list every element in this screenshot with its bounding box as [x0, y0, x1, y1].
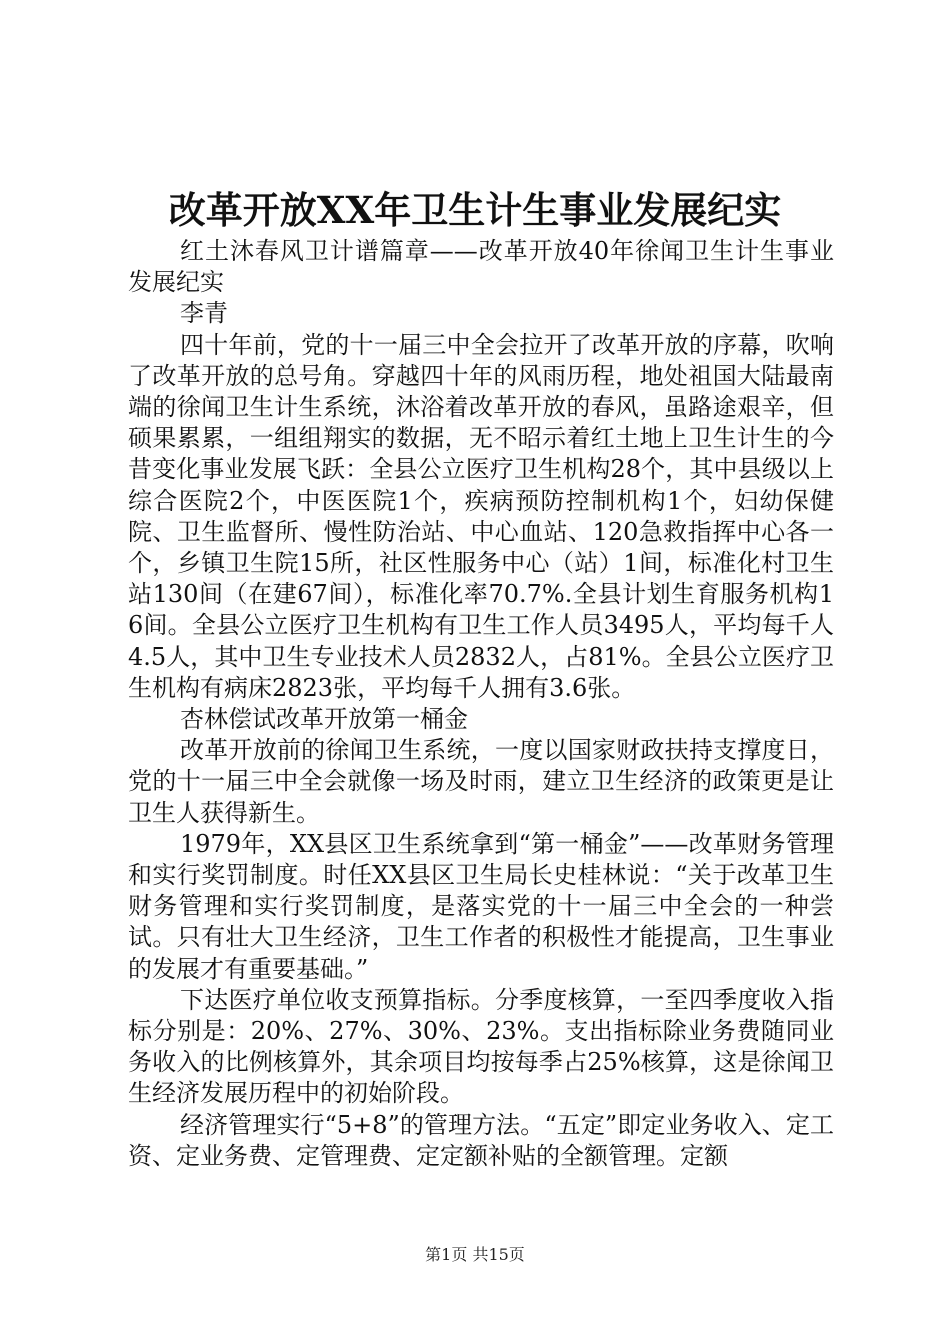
body-paragraph: 下达医疗单位收支预算指标。分季度核算，一至四季度收入指标分别是：20%、27%、30%、23%。支出指标除业务费随同业务收入的比例核算外，其余项目均按每季占25%核算，这是徐闻卫生经济发展历程中的初始阶段。: [128, 985, 834, 1108]
body-paragraph: 1979年，XX县区卫生系统拿到“第一桶金”——改革财务管理和实行奖罚制度。时任XX县区卫生局长史桂林说：“关于改革卫生财务管理和实行奖罚制度，是落实党的十一届三中全会的一种尝试。只有壮大卫生经济，卫生工作者的积极性才能提高，卫生事业的发展才有重要基础。”: [128, 829, 834, 983]
document-body: [128, 236, 834, 1172]
document-title: 改革开放XX年卫生计生事业发展纪实: [168, 188, 782, 232]
subtitle-paragraph: 红土沐春风卫计谱篇章——改革开放40年徐闻卫生计生事业发展纪实: [128, 237, 834, 297]
author-line: 李青: [180, 299, 228, 328]
section-heading: 杏林偿试改革开放第一桶金: [180, 705, 468, 734]
page-number-footer: 第1页 共15页: [425, 1245, 525, 1264]
body-paragraph: 四十年前，党的十一届三中全会拉开了改革开放的序幕，吹响了改革开放的总号角。穿越四十年的风雨历程，地处祖国大陆最南端的徐闻卫生计生系统，沐浴着改革开放的春风，虽路途艰辛，但硕果累累，一组组翔实的数据，无不昭示着红土地上卫生计生的今昔变化事业发展飞跃：全县公立医疗卫生机构28个，其中县级以上综合医院2个，中医医院1个，疾病预防控制机构1个，妇幼保健院、卫生监督所、慢性防治站、中心血站、120急救指挥中心各一个，乡镇卫生院15所，社区性服务中心（站）1间，标准化村卫生站130间（在建67间），标准化率70.7%.全县计划生育服务机构16间。全县公立医疗卫生机构有卫生工作人员3495人，平均每千人4.5人，其中卫生专业技术人员2832人，占81%。全县公立医疗卫生机构有病床2823张，平均每千人拥有3.6张。: [128, 330, 834, 702]
body-paragraph: 经济管理实行“5+8”的管理方法。“五定”即定业务收入、定工资、定业务费、定管理费、定定额补贴的全额管理。定额: [128, 1110, 834, 1170]
body-paragraph: 改革开放前的徐闻卫生系统，一度以国家财政扶持支撑度日，党的十一届三中全会就像一场及时雨，建立卫生经济的政策更是让卫生人获得新生。: [128, 736, 834, 827]
